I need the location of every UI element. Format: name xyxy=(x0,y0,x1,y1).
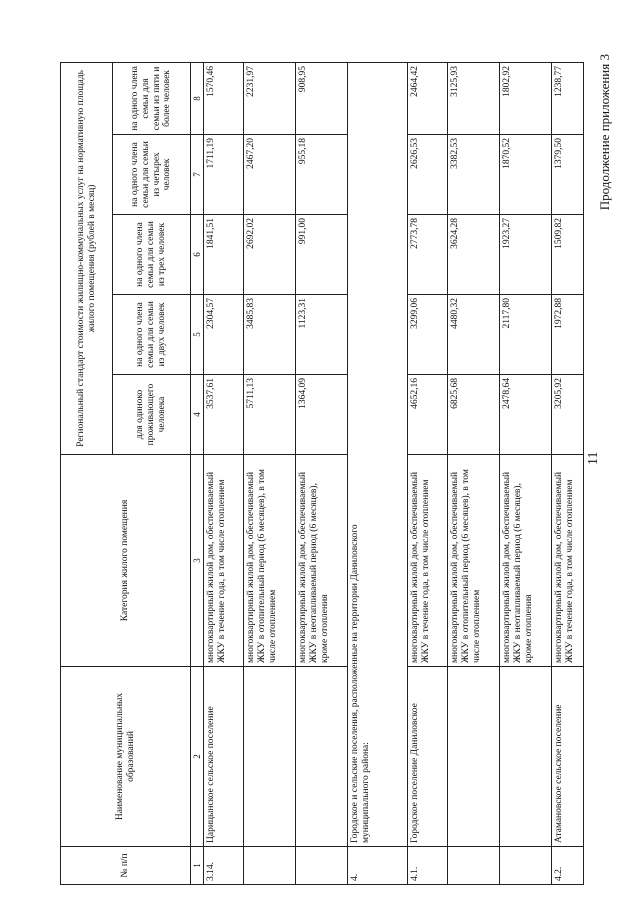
row-number: 4. xyxy=(348,847,408,885)
page-number: 11 xyxy=(586,451,601,465)
table-row xyxy=(500,62,552,884)
value-family-4 xyxy=(348,135,408,215)
municipality-name xyxy=(296,667,348,847)
housing-category: многоквартирный жилой дом, обеспечиваемый ЖКУ в отопительный период (6 месяцев), в том числе отоплением xyxy=(448,455,500,667)
municipality-name: Городское поселение Даниловское xyxy=(408,667,448,847)
value-single: 6825,68 xyxy=(448,375,500,455)
header-num: № п/п xyxy=(61,847,191,885)
value-single xyxy=(348,375,408,455)
value-family-3: 3624,28 xyxy=(448,215,500,295)
col-number: 5 xyxy=(191,295,204,375)
value-family-4: 1379,50 xyxy=(552,135,584,215)
value-family-2: 1123,31 xyxy=(296,295,348,375)
municipality-name: Атамановское сельское поселение xyxy=(552,667,584,847)
housing-category: многоквартирный жилой дом, обеспечиваемый ЖКУ в отопительный период (6 месяцев), в том числе отоплением xyxy=(244,455,296,667)
value-family-4: 1711,19 xyxy=(204,135,244,215)
header-sub-1: для одиноко проживающего человека xyxy=(113,375,191,455)
value-family-5plus: 3125,93 xyxy=(448,62,500,134)
municipality-name xyxy=(244,667,296,847)
value-family-5plus: 908,95 xyxy=(296,62,348,134)
value-family-5plus: 2231,97 xyxy=(244,62,296,134)
row-number: 4.1. xyxy=(408,847,448,885)
value-family-5plus xyxy=(348,62,408,134)
value-family-3: 1923,27 xyxy=(500,215,552,295)
value-family-4: 955,18 xyxy=(296,135,348,215)
value-family-2: 3299,06 xyxy=(408,295,448,375)
table-row xyxy=(348,62,408,884)
value-family-2: 2304,57 xyxy=(204,295,244,375)
header-sub-4: на одного члена семьи для семьи из четырех человек xyxy=(113,135,191,215)
table-row xyxy=(408,62,448,884)
value-family-3: 991,00 xyxy=(296,215,348,295)
table-row xyxy=(448,62,500,884)
header-municipality: Наименование муниципальных образований xyxy=(61,667,191,847)
regional-standard-table xyxy=(60,62,584,885)
row-number xyxy=(296,847,348,885)
housing-category: многоквартирный жилой дом, обеспечиваемый ЖКУ в течение года, в том числе отоплением xyxy=(408,455,448,667)
value-single: 3205,92 xyxy=(552,375,584,455)
value-single: 1364,09 xyxy=(296,375,348,455)
value-family-3: 1509,82 xyxy=(552,215,584,295)
continuation-title: Продолжение приложения 3 xyxy=(597,54,612,211)
value-family-3 xyxy=(348,215,408,295)
header-sub-3: на одного члена семьи для семьи из трех человек xyxy=(113,215,191,295)
value-family-5plus: 1238,77 xyxy=(552,62,584,134)
table-row xyxy=(296,62,348,884)
value-single: 4652,16 xyxy=(408,375,448,455)
table-row xyxy=(204,62,244,884)
municipality-name xyxy=(500,667,552,847)
col-number: 8 xyxy=(191,62,204,134)
value-family-2 xyxy=(348,295,408,375)
header-sub-5: на одного члена семьи для семьи из пяти и более человек xyxy=(113,62,191,134)
table-row xyxy=(244,62,296,884)
row-number: 4.2. xyxy=(552,847,584,885)
row-number xyxy=(244,847,296,885)
housing-category: многоквартирный жилой дом, обеспечиваемый ЖКУ в течение года, в том числе отоплением xyxy=(204,455,244,667)
value-single: 5711,13 xyxy=(244,375,296,455)
col-number: 1 xyxy=(191,847,204,885)
col-number: 6 xyxy=(191,215,204,295)
table-row xyxy=(552,62,584,884)
value-family-5plus: 1570,46 xyxy=(204,62,244,134)
municipality-name xyxy=(448,667,500,847)
header-category: Категория жилого помещения xyxy=(61,455,191,667)
row-number xyxy=(448,847,500,885)
header-sub-2: на одного члена семьи для семьи из двух человек xyxy=(113,295,191,375)
col-number: 3 xyxy=(191,455,204,667)
header-standard: Региональный стандарт стоимости жилищно-коммунальных услуг на нормативную площадь жилого помещения (рублей в месяц) xyxy=(61,62,113,454)
value-family-5plus: 2464,42 xyxy=(408,62,448,134)
value-family-4: 2626,53 xyxy=(408,135,448,215)
col-number: 7 xyxy=(191,135,204,215)
value-family-4: 3382,53 xyxy=(448,135,500,215)
value-family-2: 1972,88 xyxy=(552,295,584,375)
value-family-3: 1841,51 xyxy=(204,215,244,295)
value-family-3: 2773,78 xyxy=(408,215,448,295)
housing-category: многоквартирный жилой дом, обеспечиваемый ЖКУ в неотапливаемый период (6 месяцев), кроме отопления xyxy=(500,455,552,667)
row-number xyxy=(500,847,552,885)
value-family-2: 3485,83 xyxy=(244,295,296,375)
col-number: 4 xyxy=(191,375,204,455)
value-single: 2478,64 xyxy=(500,375,552,455)
value-family-2: 2117,80 xyxy=(500,295,552,375)
municipality-name: Городское и сельские поселения, расположенные на территории Даниловского муниципального района: xyxy=(348,455,408,847)
row-number: 3.14. xyxy=(204,847,244,885)
value-family-4: 2467,20 xyxy=(244,135,296,215)
value-family-5plus: 1802,92 xyxy=(500,62,552,134)
value-family-3: 2692,02 xyxy=(244,215,296,295)
value-family-4: 1870,52 xyxy=(500,135,552,215)
value-single: 3537,61 xyxy=(204,375,244,455)
housing-category: многоквартирный жилой дом, обеспечиваемый ЖКУ в неотапливаемый период (6 месяцев), кроме отопления xyxy=(296,455,348,667)
col-number: 2 xyxy=(191,667,204,847)
municipality-name: Царицынское сельское поселение xyxy=(204,667,244,847)
housing-category: многоквартирный жилой дом, обеспечиваемый ЖКУ в течение года, в том числе отоплением xyxy=(552,455,584,667)
value-family-2: 4480,32 xyxy=(448,295,500,375)
